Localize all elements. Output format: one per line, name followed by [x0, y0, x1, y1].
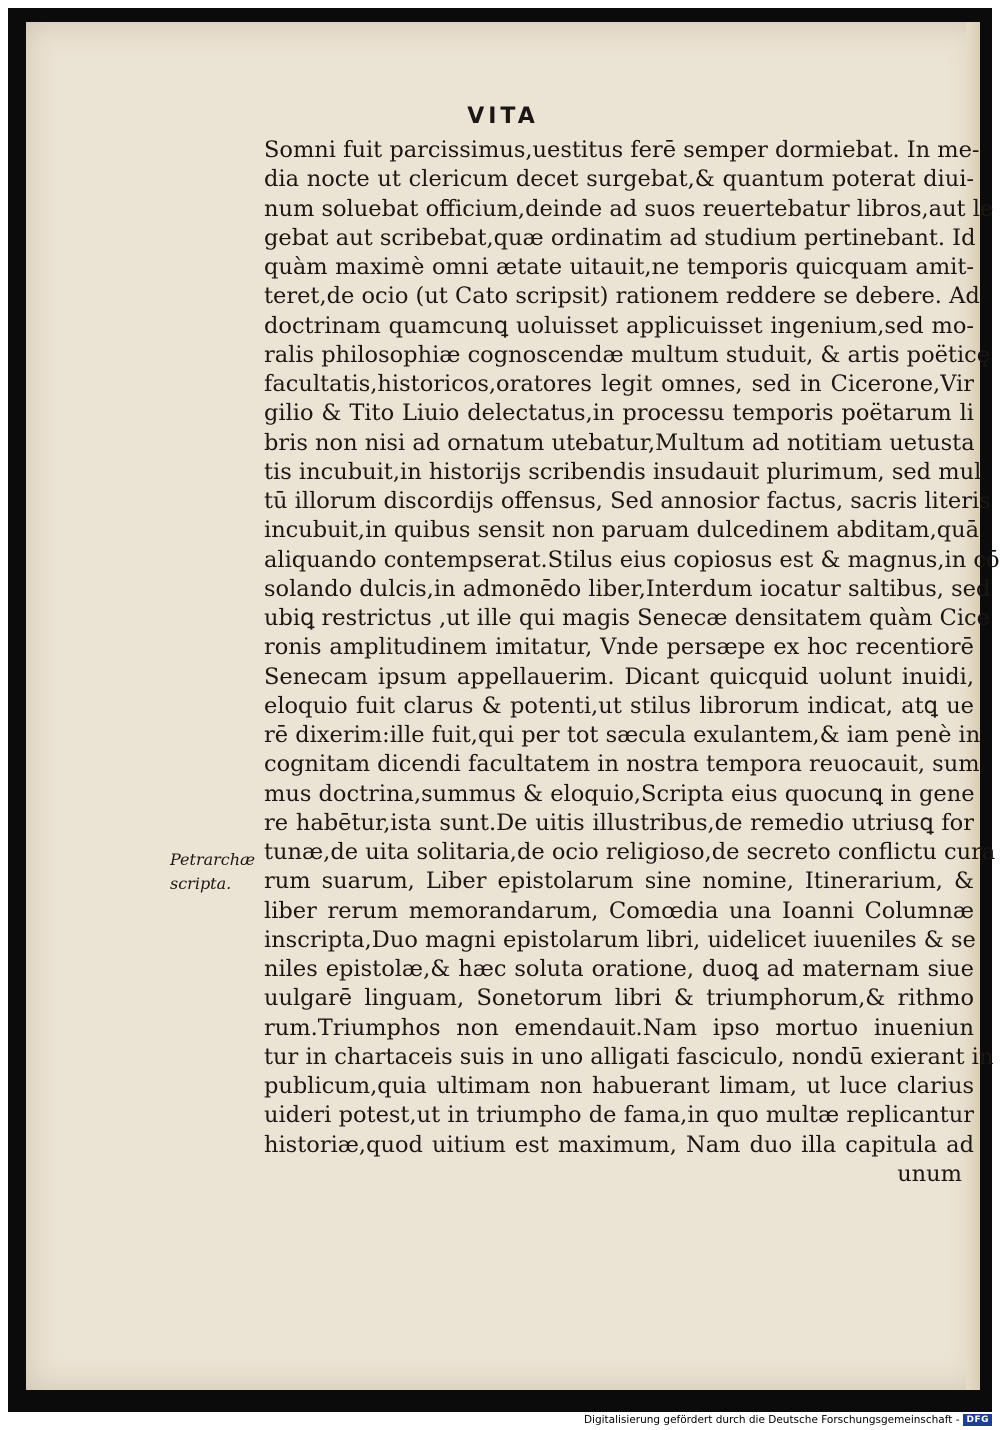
text-line: tur in chartaceis suis in uno alligati fasciculo, nondū exierant in: [264, 1043, 994, 1070]
text-line: gebat aut scribebat,quæ ordinatim ad studium pertinebant. Id: [264, 224, 976, 251]
text-line: rum.Triumphos non emendauit.Nam ipso mortuo inueniun: [264, 1014, 974, 1041]
book-page: [26, 22, 1000, 1390]
text-line: unum: [897, 1160, 962, 1187]
text-line: num soluebat officium,deinde ad suos reuertebatur libros,aut le: [264, 195, 994, 222]
text-line: rē dixerim:ille fuit,qui per tot sæcula exulantem,& iam penè in: [264, 722, 981, 748]
text-line: ralis philosophiæ cognoscendæ multum studuit, & artis poëticę: [264, 341, 991, 368]
text-line: gilio & Tito Liuio delectatus,in processu temporis poëtarum li: [264, 400, 974, 427]
text-line: tis incubuit,in historijs scribendis insudauit plurimum, sed mul: [264, 458, 982, 485]
marginal-note: [170, 848, 266, 896]
text-line: inscripta,Duo magni epistolarum libri, uidelicet iuueniles & se: [264, 926, 976, 953]
text-line: uideri potest,ut in triumpho de fama,in quo multæ replicantur: [264, 1102, 974, 1129]
text-line: tū illorum discordijs offensus, Sed annosior factus, sacris literis: [264, 488, 991, 514]
footer-credit: Digitalisierung gefördert durch die Deutsche Forschungsgemeinschaft -: [583, 1414, 960, 1426]
body-text: [264, 136, 1000, 1189]
running-head: VITA: [467, 104, 539, 129]
text-line: uulgarē linguam, Sonetorum libri & triumphorum,& rithmo: [264, 985, 974, 1012]
text-line: niles epistolæ,& hæc soluta oratione, duoꝗ ad maternam siue: [264, 956, 974, 982]
text-line: ubiꝗ restrictus ,ut ille qui magis Senecæ densitatem quàm Cice: [264, 605, 990, 631]
text-line: mus doctrina,summus & eloquio,Scripta eius quocunꝗ in gene: [264, 780, 975, 807]
text-line: incubuit,in quibus sensit non paruam dulcedinem abditam,quā: [264, 517, 980, 544]
text-line: ronis amplitudinem imitatur, Vnde persæpe ex hoc recentiorē: [264, 634, 974, 661]
marginal-note-line: Petrarchæ: [170, 850, 256, 869]
text-line: liber rerum memorandarum, Comœdia una Ioanni Columnæ: [264, 897, 974, 924]
text-line: eloquio fuit clarus & potenti,ut stilus librorum indicat, atꝗ ue: [264, 692, 974, 719]
text-line: Somni fuit parcissimus,uestitus ferē semper dormiebat. In me-: [264, 137, 980, 163]
text-line: tunæ,de uita solitaria,de ocio religioso,de secreto conflictu cura: [264, 839, 996, 865]
text-line: cognitam dicendi facultatem in nostra tempora reuocauit, sum: [264, 751, 980, 778]
text-line: facultatis,historicos,oratores legit omnes, sed in Cicerone,Vir: [264, 371, 974, 397]
text-line: solando dulcis,in admonēdo liber,Interdum iocatur saltibus, sed: [264, 575, 991, 602]
text-line: re habētur,ista sunt.De uitis illustribus,de remedio utriusꝗ for: [264, 809, 974, 836]
text-line: bris non nisi ad ornatum utebatur,Multum ad notitiam uetusta: [264, 429, 975, 456]
text-line: aliquando contempserat.Stilus eius copiosus est & magnus,in cō: [264, 546, 1000, 573]
text-line: doctrinam quamcunꝗ uoluisset applicuisset ingenium,sed mo-: [264, 312, 974, 339]
text-line: publicum,quia ultimam non habuerant limam, ut luce clarius: [264, 1073, 974, 1099]
dfg-logo: DFG: [963, 1414, 992, 1426]
digitization-footer: [584, 1412, 992, 1428]
text-line: historiæ,quod uitium est maximum, Nam duo illa capitula ad: [264, 1131, 974, 1158]
text-line: dia nocte ut clericum decet surgebat,& quantum poterat diui-: [264, 166, 974, 193]
text-line: rum suarum, Liber epistolarum sine nomine, Itinerarium, &: [264, 868, 974, 895]
marginal-note-line: scripta.: [170, 874, 232, 893]
text-line: Senecam ipsum appellauerim. Dicant quicquid uolunt inuidi,: [264, 663, 974, 690]
text-line: quàm maximè omni ætate uitauit,ne temporis quicquam amit-: [264, 254, 974, 280]
text-line: teret,de ocio (ut Cato scripsit) rationem reddere se debere. Ad: [264, 283, 980, 310]
